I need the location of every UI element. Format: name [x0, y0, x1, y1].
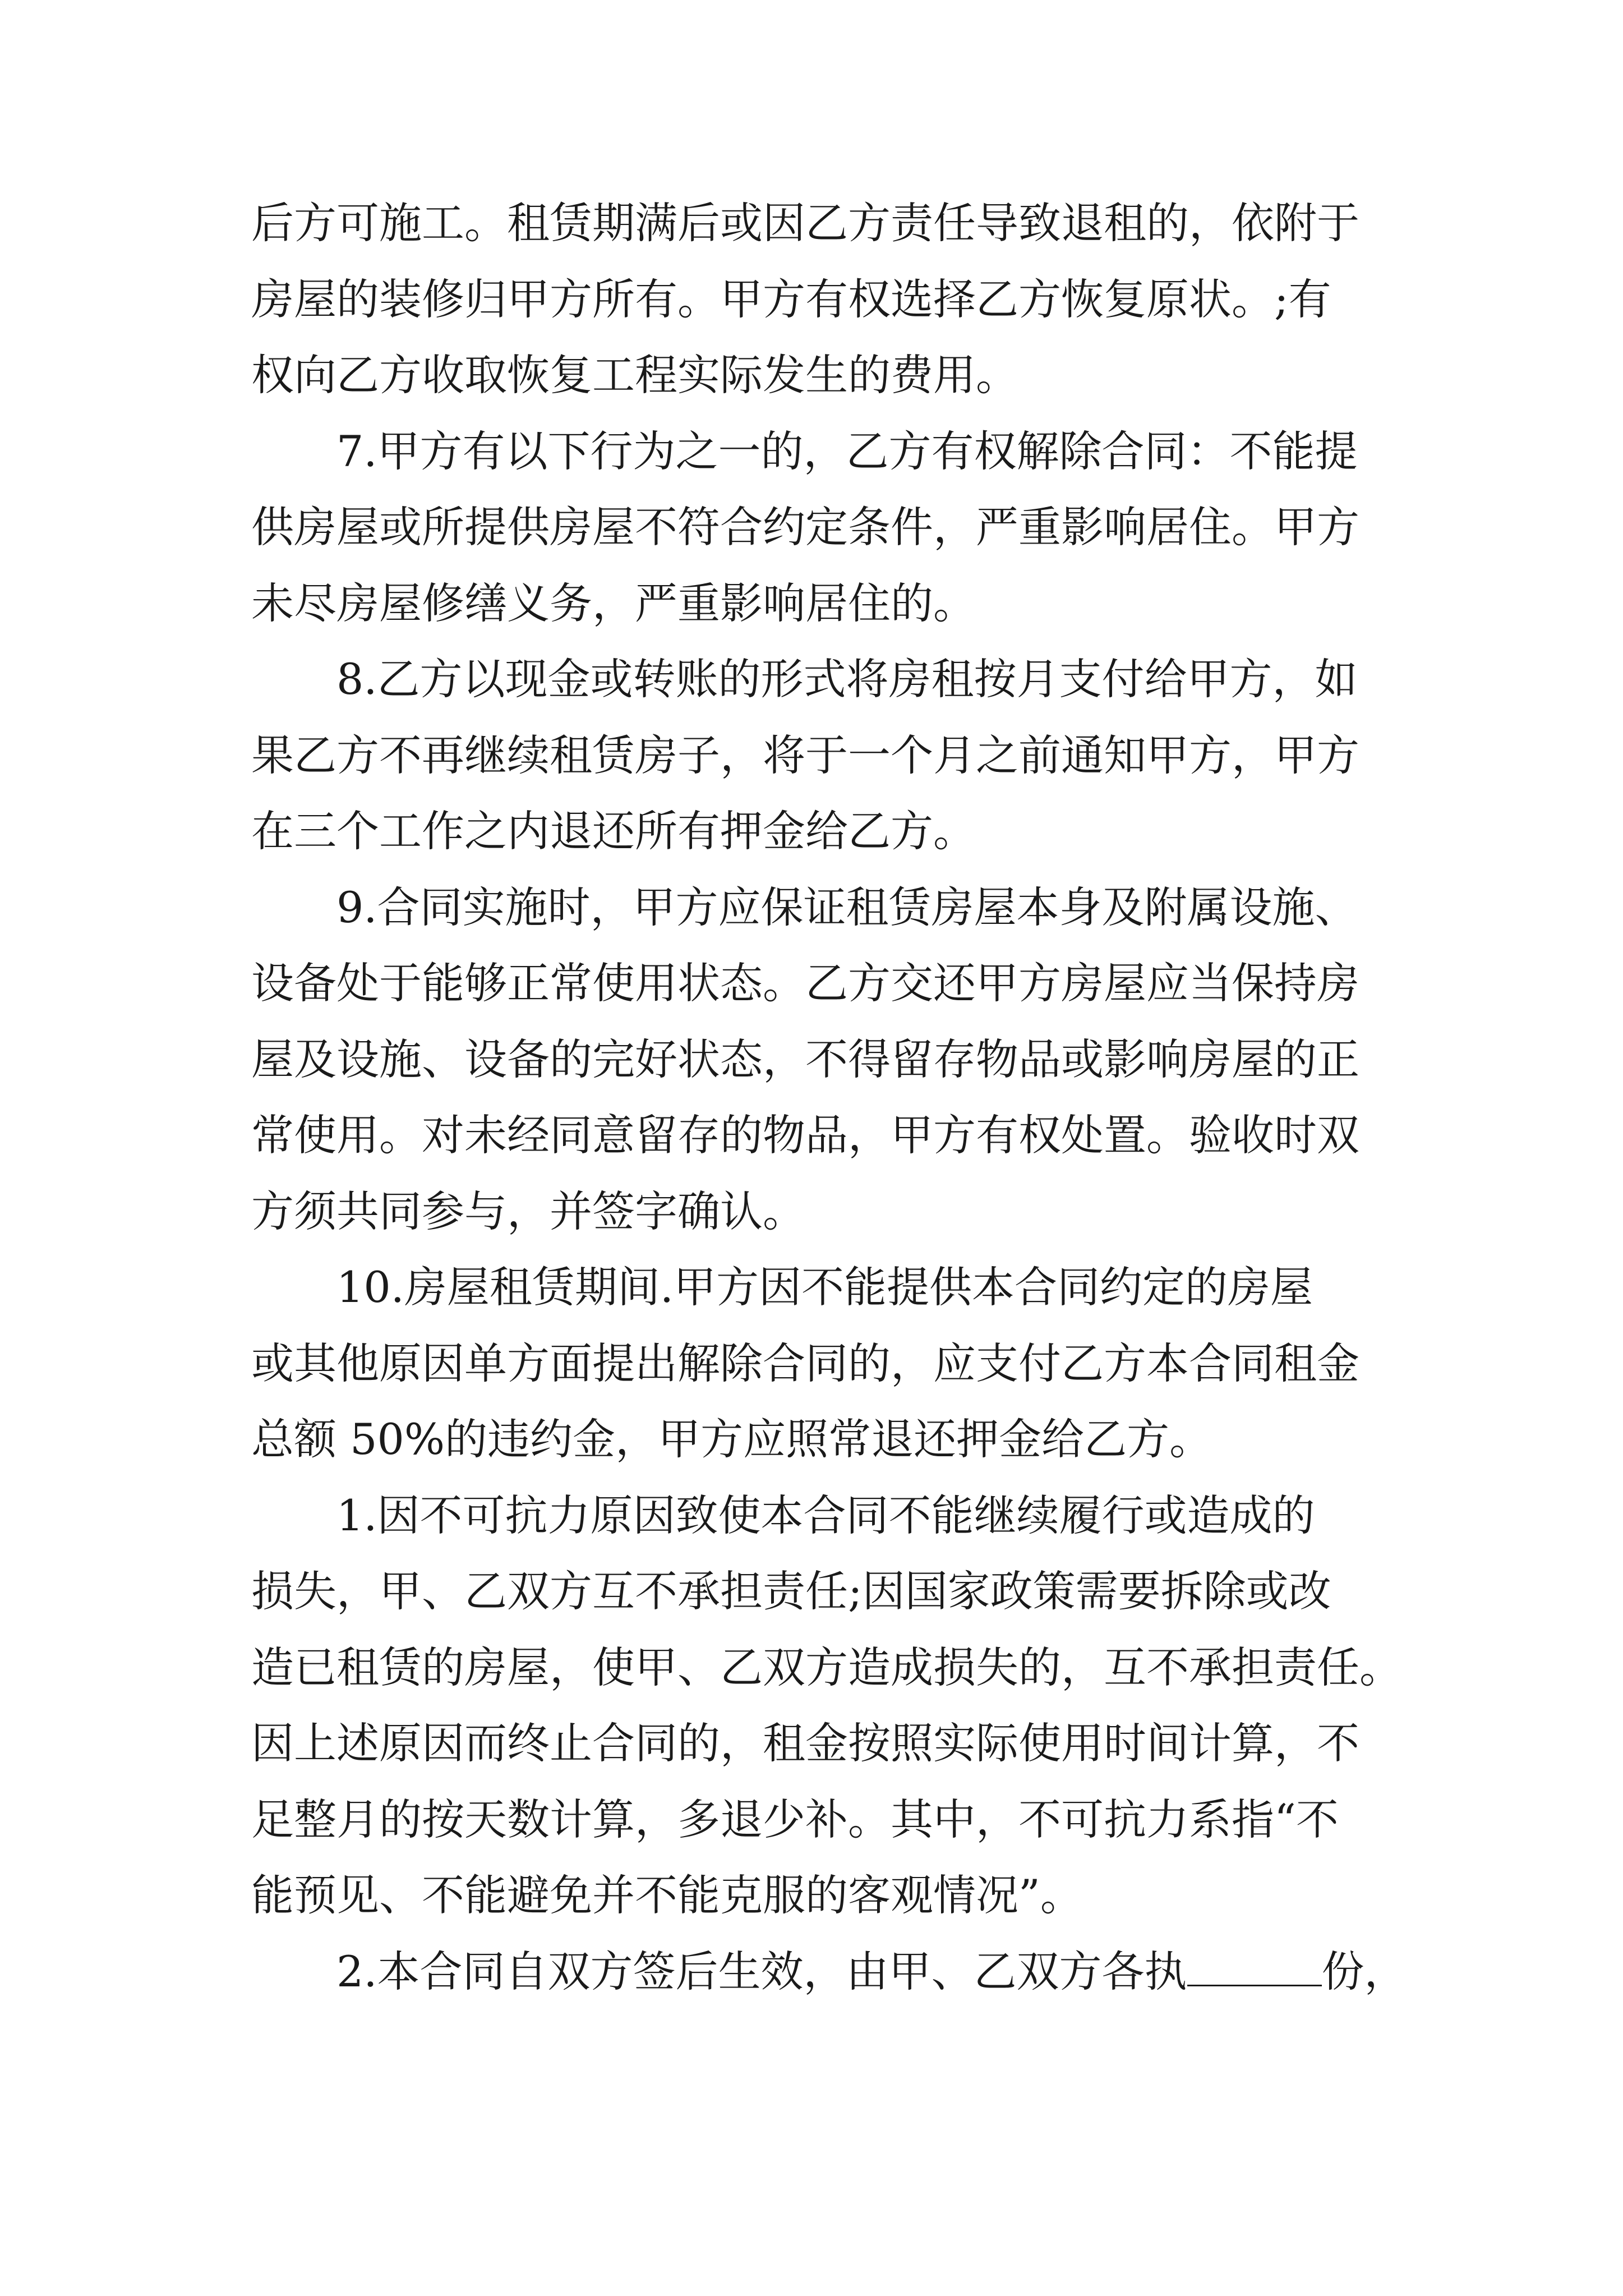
- clause-2-tail: 份，: [1321, 1946, 1407, 1996]
- text-line: 因上述原因而终止合同的，租金按照实际使用时间计算，不: [251, 1718, 1359, 1768]
- text-line: 方须共同参与，并签字确认。: [251, 1186, 805, 1236]
- text-line: 果乙方不再继续租赁房子，将于一个月之前通知甲方，甲方: [251, 730, 1359, 780]
- text-line: 在三个工作之内退还所有押金给乙方。: [251, 806, 976, 856]
- text-line: 设备处于能够正常使用状态。乙方交还甲方房屋应当保持房: [251, 958, 1359, 1008]
- text-line: 未尽房屋修缮义务，严重影响居住的。: [251, 578, 976, 628]
- clause-8-line: 8.乙方以现金或转账的形式将房租按月支付给甲方，如: [336, 654, 1358, 704]
- text-line: 或其他原因单方面提出解除合同的，应支付乙方本合同租金: [251, 1338, 1359, 1388]
- text-line: 常使用。对未经同意留存的物品，甲方有权处置。验收时双: [251, 1110, 1359, 1160]
- clause-2-text: 2.本合同自双方签后生效，由甲、乙双方各执: [336, 1946, 1187, 1996]
- clause-1-line: 1.因不可抗力原因致使本合同不能继续履行或造成的: [336, 1490, 1315, 1540]
- text-line: 后方可施工。租赁期满后或因乙方责任导致退租的，依附于: [251, 198, 1359, 248]
- text-line: 能预见、不能避免并不能克服的客观情况”。: [251, 1870, 1083, 1920]
- text-line: 足整月的按天数计算，多退少补。其中，不可抗力系指“不: [251, 1794, 1339, 1844]
- clause-9-line: 9.合同实施时，甲方应保证租赁房屋本身及附属设施、: [336, 882, 1358, 932]
- copies-blank-field[interactable]: [1187, 1951, 1322, 1986]
- text-line: 总额 50%的违约金，甲方应照常退还押金给乙方。: [251, 1414, 1212, 1464]
- text-line: 造已租赁的房屋，使甲、乙双方造成损失的，互不承担责任。: [251, 1642, 1402, 1692]
- text-line: 损失，甲、乙双方互不承担责任;因国家政策需要拆除或改: [251, 1566, 1331, 1616]
- text-line: 房屋的装修归甲方所有。甲方有权选择乙方恢复原状。;有: [251, 274, 1331, 324]
- clause-2-line: [251, 1934, 1407, 2010]
- text-line: 屋及设施、设备的完好状态，不得留存物品或影响房屋的正: [251, 1034, 1359, 1084]
- contract-body: [251, 185, 1407, 2009]
- text-line: 供房屋或所提供房屋不符合约定条件，严重影响居住。甲方: [251, 502, 1359, 552]
- text-line: 权向乙方收取恢复工程实际发生的费用。: [251, 350, 1018, 400]
- clause-10-line: 10.房屋租赁期间.甲方因不能提供本合同约定的房屋: [336, 1262, 1313, 1312]
- clause-7-line: 7.甲方有以下行为之一的，乙方有权解除合同：不能提: [336, 426, 1358, 476]
